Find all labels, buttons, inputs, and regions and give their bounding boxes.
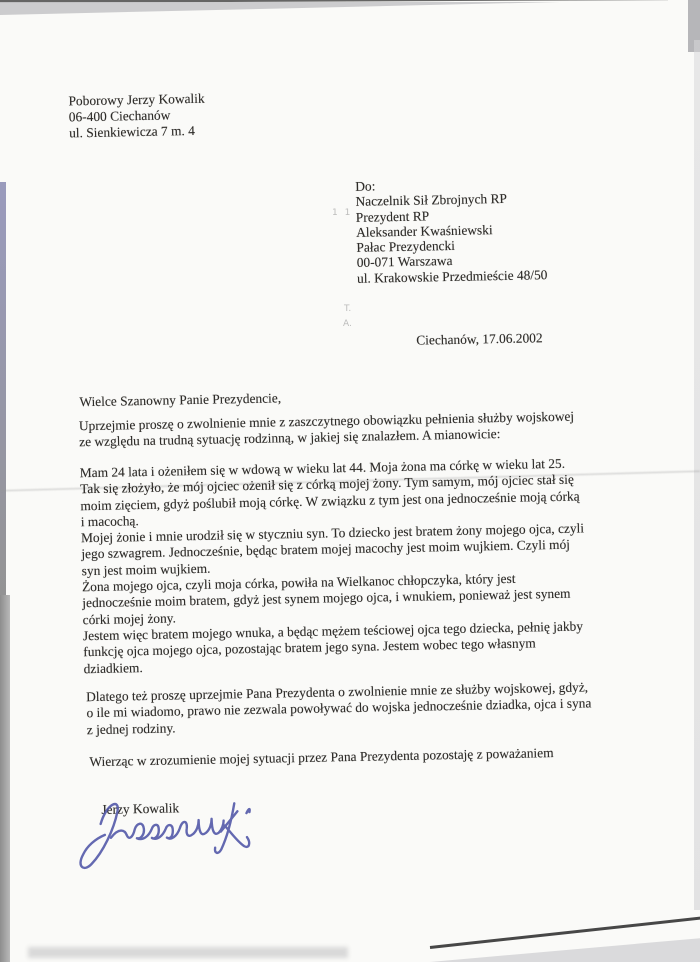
paragraph-request: Dlatego też proszę uprzejmie Pana Prezydenta o zwolnienie mnie ze służby wojskowej, gdyż, o ile mi wiadomo, prawo nie zezwala powoływać do wojska jednocześnie dziadka, ojca i syna z jednej rodziny. [86, 679, 592, 737]
paragraph-intro: Uprzejmie proszę o zwolnienie mnie z zaszczytnego obowiązku pełnienia służby wojskowej ze względu na trudną sytuację rodzinną, w jakiej się znalazłem. A mianowicie: [78, 408, 575, 450]
handwritten-signature-ink [66, 790, 283, 876]
sender-address: Poborowy Jerzy Kowalik 06-400 Ciechanów ul. Sienkiewicza 7 m. 4 [68, 90, 205, 141]
salutation: Wielce Szanowny Panie Prezydencie, [79, 390, 282, 410]
date-line: Ciechanów, 17.06.2002 [416, 330, 543, 348]
paragraph-family-situation: Mam 24 lata i ożeniłem się w wdową w wieku lat 44. Moja żona ma córkę w wieku lat 25. Tak się złożyło, że mój ojciec ożenił się z córką mojej żony. Tym samym, mój ojciec stał się moim zięciem, gdyż poślubił moją córkę. W związku z tym jest ona jednocześnie moją córką i macochą. Mojej żonie i mnie urodził się w styczniu syn. To dziecko jest bratem żony mojego ojca, czyli jego szwagrem. Jednocześnie, będąc bratem mojej macochy jest moim wujkiem. Czyli mój syn jest moim wujkiem. Żona mojego ojca, czyli moja córka, powiła na Wielkanoc chłopczyka, który jest jednocześnie moim bratem, gdyż jest synem mojego ojca, i wnukiem, ponieważ jest synem córki mojej żony. Jestem więc bratem mojego wnuka, a będąc mężem teściowej ojca tego dziecka, pełnię jakby funkcję ojca mojego ojca, pozostając bratem jego syna. Jestem wobec tego własnym dziadkiem. [79, 455, 585, 676]
closing-line: Wierząc w zrozumienie mojej sytuacji przez Pana Prezydenta pozostaję z poważaniem [89, 745, 554, 770]
scan-noise-mark: 1 1 [332, 208, 353, 218]
recipient-address: Do: Naczelnik Sił Zbrojnych RP Prezydent RP Aleksander Kwaśniewski Pałac Prezydencki 00-071 Warszawa ul. Krakowskie Przedmieście 48/50 [355, 178, 548, 286]
typed-signature-name: Jerzy Kowalik [101, 800, 180, 817]
scan-noise-mark: A. [343, 319, 352, 329]
scan-noise-mark: T. [344, 304, 352, 314]
